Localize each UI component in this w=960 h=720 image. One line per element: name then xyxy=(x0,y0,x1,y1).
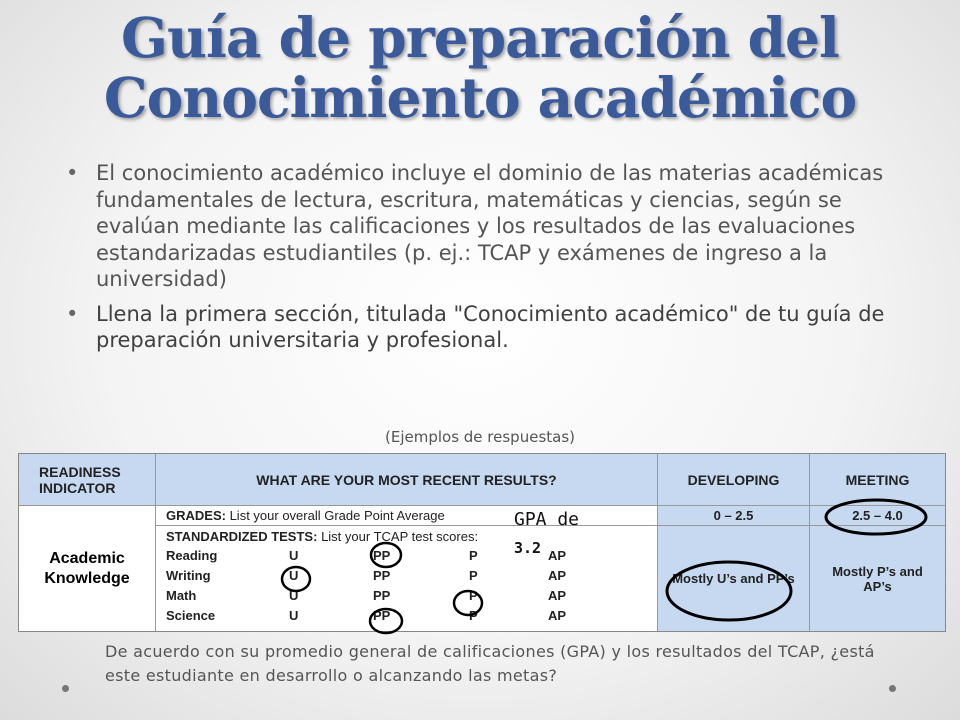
grades-label: GRADES: xyxy=(166,508,226,523)
science-u: U xyxy=(289,608,299,623)
circle-mostly-u-pp xyxy=(667,562,791,620)
subject-science: Science xyxy=(166,608,216,623)
math-u: U xyxy=(289,588,299,603)
footer-question: De acuerdo con su promedio general de calificaciones (GPA) y los resultados del TCAP, ¿está este estudiante en desarrollo o alcanzando las metas? xyxy=(105,642,875,685)
decorative-dot-right xyxy=(889,685,896,692)
subject-reading: Reading xyxy=(166,548,218,563)
writing-p: P xyxy=(469,568,478,583)
circle-reading-pp xyxy=(371,543,401,567)
subject-writing: Writing xyxy=(166,568,211,583)
header-readiness-indicator: READINESS INDICATOR xyxy=(19,454,156,506)
writing-ap: AP xyxy=(548,568,567,583)
title-line-1: Guía de preparación del xyxy=(121,5,839,70)
reading-pp: PP xyxy=(373,548,391,563)
tests-developing: Mostly U’s and PP’s xyxy=(658,526,810,631)
examples-caption: (Ejemplos de respuestas) xyxy=(385,428,575,446)
handwritten-gpa-value: 3.2 xyxy=(514,539,542,557)
decorative-dot-left xyxy=(62,685,69,692)
row-label-academic-knowledge: Academic Knowledge xyxy=(19,506,156,631)
circle-writing-u xyxy=(282,567,310,591)
math-ap: AP xyxy=(548,588,567,603)
header-developing: DEVELOPING xyxy=(658,454,810,506)
circle-math-p xyxy=(454,591,482,615)
science-ap: AP xyxy=(548,608,567,623)
reading-u: U xyxy=(289,548,299,563)
bullet-item-1: • El conocimiento académico incluye el dominio de las materias académicas fundamentales de lectura, escritura, matemáticas y ciencias, según se evalúan mediante las calificaciones y los resultados de las evaluaciones estandarizadas estudiantiles (p. ej.: TCAP y exámenes de ingreso a la universidad) xyxy=(62,160,922,293)
subject-math: Math xyxy=(166,588,197,603)
header-recent-results: WHAT ARE YOUR MOST RECENT RESULTS? xyxy=(156,454,658,506)
writing-pp: PP xyxy=(373,568,391,583)
math-pp: PP xyxy=(373,588,391,603)
grades-text: List your overall Grade Point Average xyxy=(229,508,445,523)
bullet-item-2: • Llena la primera sección, titulada "Conocimiento académico" de tu guía de preparación universitaria y profesional. xyxy=(62,301,922,354)
reading-ap: AP xyxy=(548,548,567,563)
circle-meeting-gpa xyxy=(826,500,926,534)
tests-text: List your TCAP test scores: xyxy=(321,529,479,544)
grades-developing: 0 – 2.5 xyxy=(658,506,810,526)
tests-label: STANDARDIZED TESTS: xyxy=(166,529,318,544)
tests-meeting: Mostly P’s and AP’s xyxy=(810,526,945,631)
science-p: P xyxy=(469,608,478,623)
reading-p: P xyxy=(469,548,478,563)
header-meeting: MEETING xyxy=(810,454,945,506)
science-pp: PP xyxy=(373,608,391,623)
math-p: P xyxy=(469,588,478,603)
handwritten-gpa-label: GPA de xyxy=(514,509,580,530)
grades-meeting: 2.5 – 4.0 xyxy=(810,506,945,526)
circle-science-pp xyxy=(370,609,402,633)
writing-u: U xyxy=(289,568,299,583)
title-line-2: Conocimiento académico xyxy=(103,65,857,130)
